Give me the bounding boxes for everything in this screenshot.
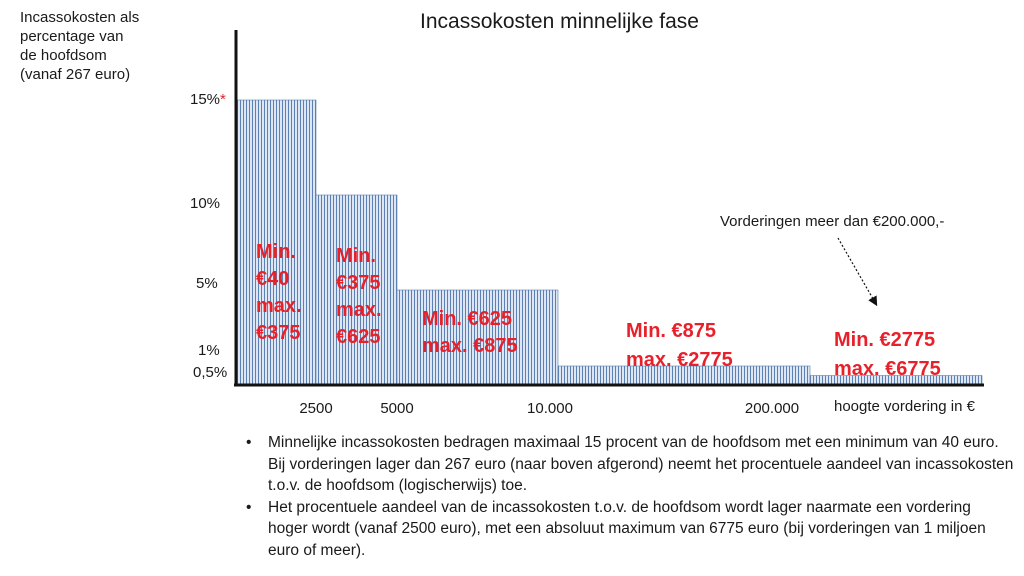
bar-label-5: Min. €2775 max. €6775 <box>834 329 941 380</box>
bullet-item: • Het procentuele aandeel van de incassokosten t.o.v. de hoofdsom wordt lager naarmate een vordering hoger wordt (vanaf 2500 euro), met een absoluut maximum van 6775 euro (bij vorderingen van 1 miljoen euro of meer). <box>244 497 1014 562</box>
chart-title: Incassokosten minnelijke fase <box>420 10 699 33</box>
x-tick-label: 5000 <box>380 400 414 417</box>
x-tick-label: 200.000 <box>744 400 800 417</box>
bar-label-2: Min. €375 max. €625 <box>336 245 382 348</box>
annotation-arrow <box>838 238 876 304</box>
y-tick-label: 10% <box>190 195 221 212</box>
y-tick-label: 0,5% <box>193 364 228 381</box>
y-tick-label: 5% <box>196 275 218 292</box>
asterisk-marker: * <box>220 91 226 108</box>
bar-label-1: Min. €40 max. €375 <box>256 241 302 344</box>
bar-label-3: Min. €625 max. €875 <box>422 308 518 357</box>
x-tick-label: 10.000 <box>527 400 573 417</box>
y-tick-label: 15%* <box>190 91 226 108</box>
bullet-list <box>244 432 1014 561</box>
bullet-item: • Minnelijke incassokosten bedragen maximaal 15 procent van de hoofdsom met een minimum van 40 euro. Bij vorderingen lager dan 267 euro (naar boven afgerond) neemt het procentuele aandeel van incassokosten t.o.v. de hoofdsom (logischerwijs) toe. <box>244 432 1014 497</box>
y-tick-label: 1% <box>198 342 220 359</box>
annotation-text: Vorderingen meer dan €200.000,- <box>720 213 945 230</box>
y-axis-title: Incassokosten als percentage van de hoofdsom (vanaf 267 euro) <box>20 9 140 83</box>
x-tick-label: 2500 <box>299 400 333 417</box>
bar-label-4: Min. €875 max. €2775 <box>626 320 733 371</box>
x-axis-title: hoogte vordering in € <box>834 398 975 415</box>
